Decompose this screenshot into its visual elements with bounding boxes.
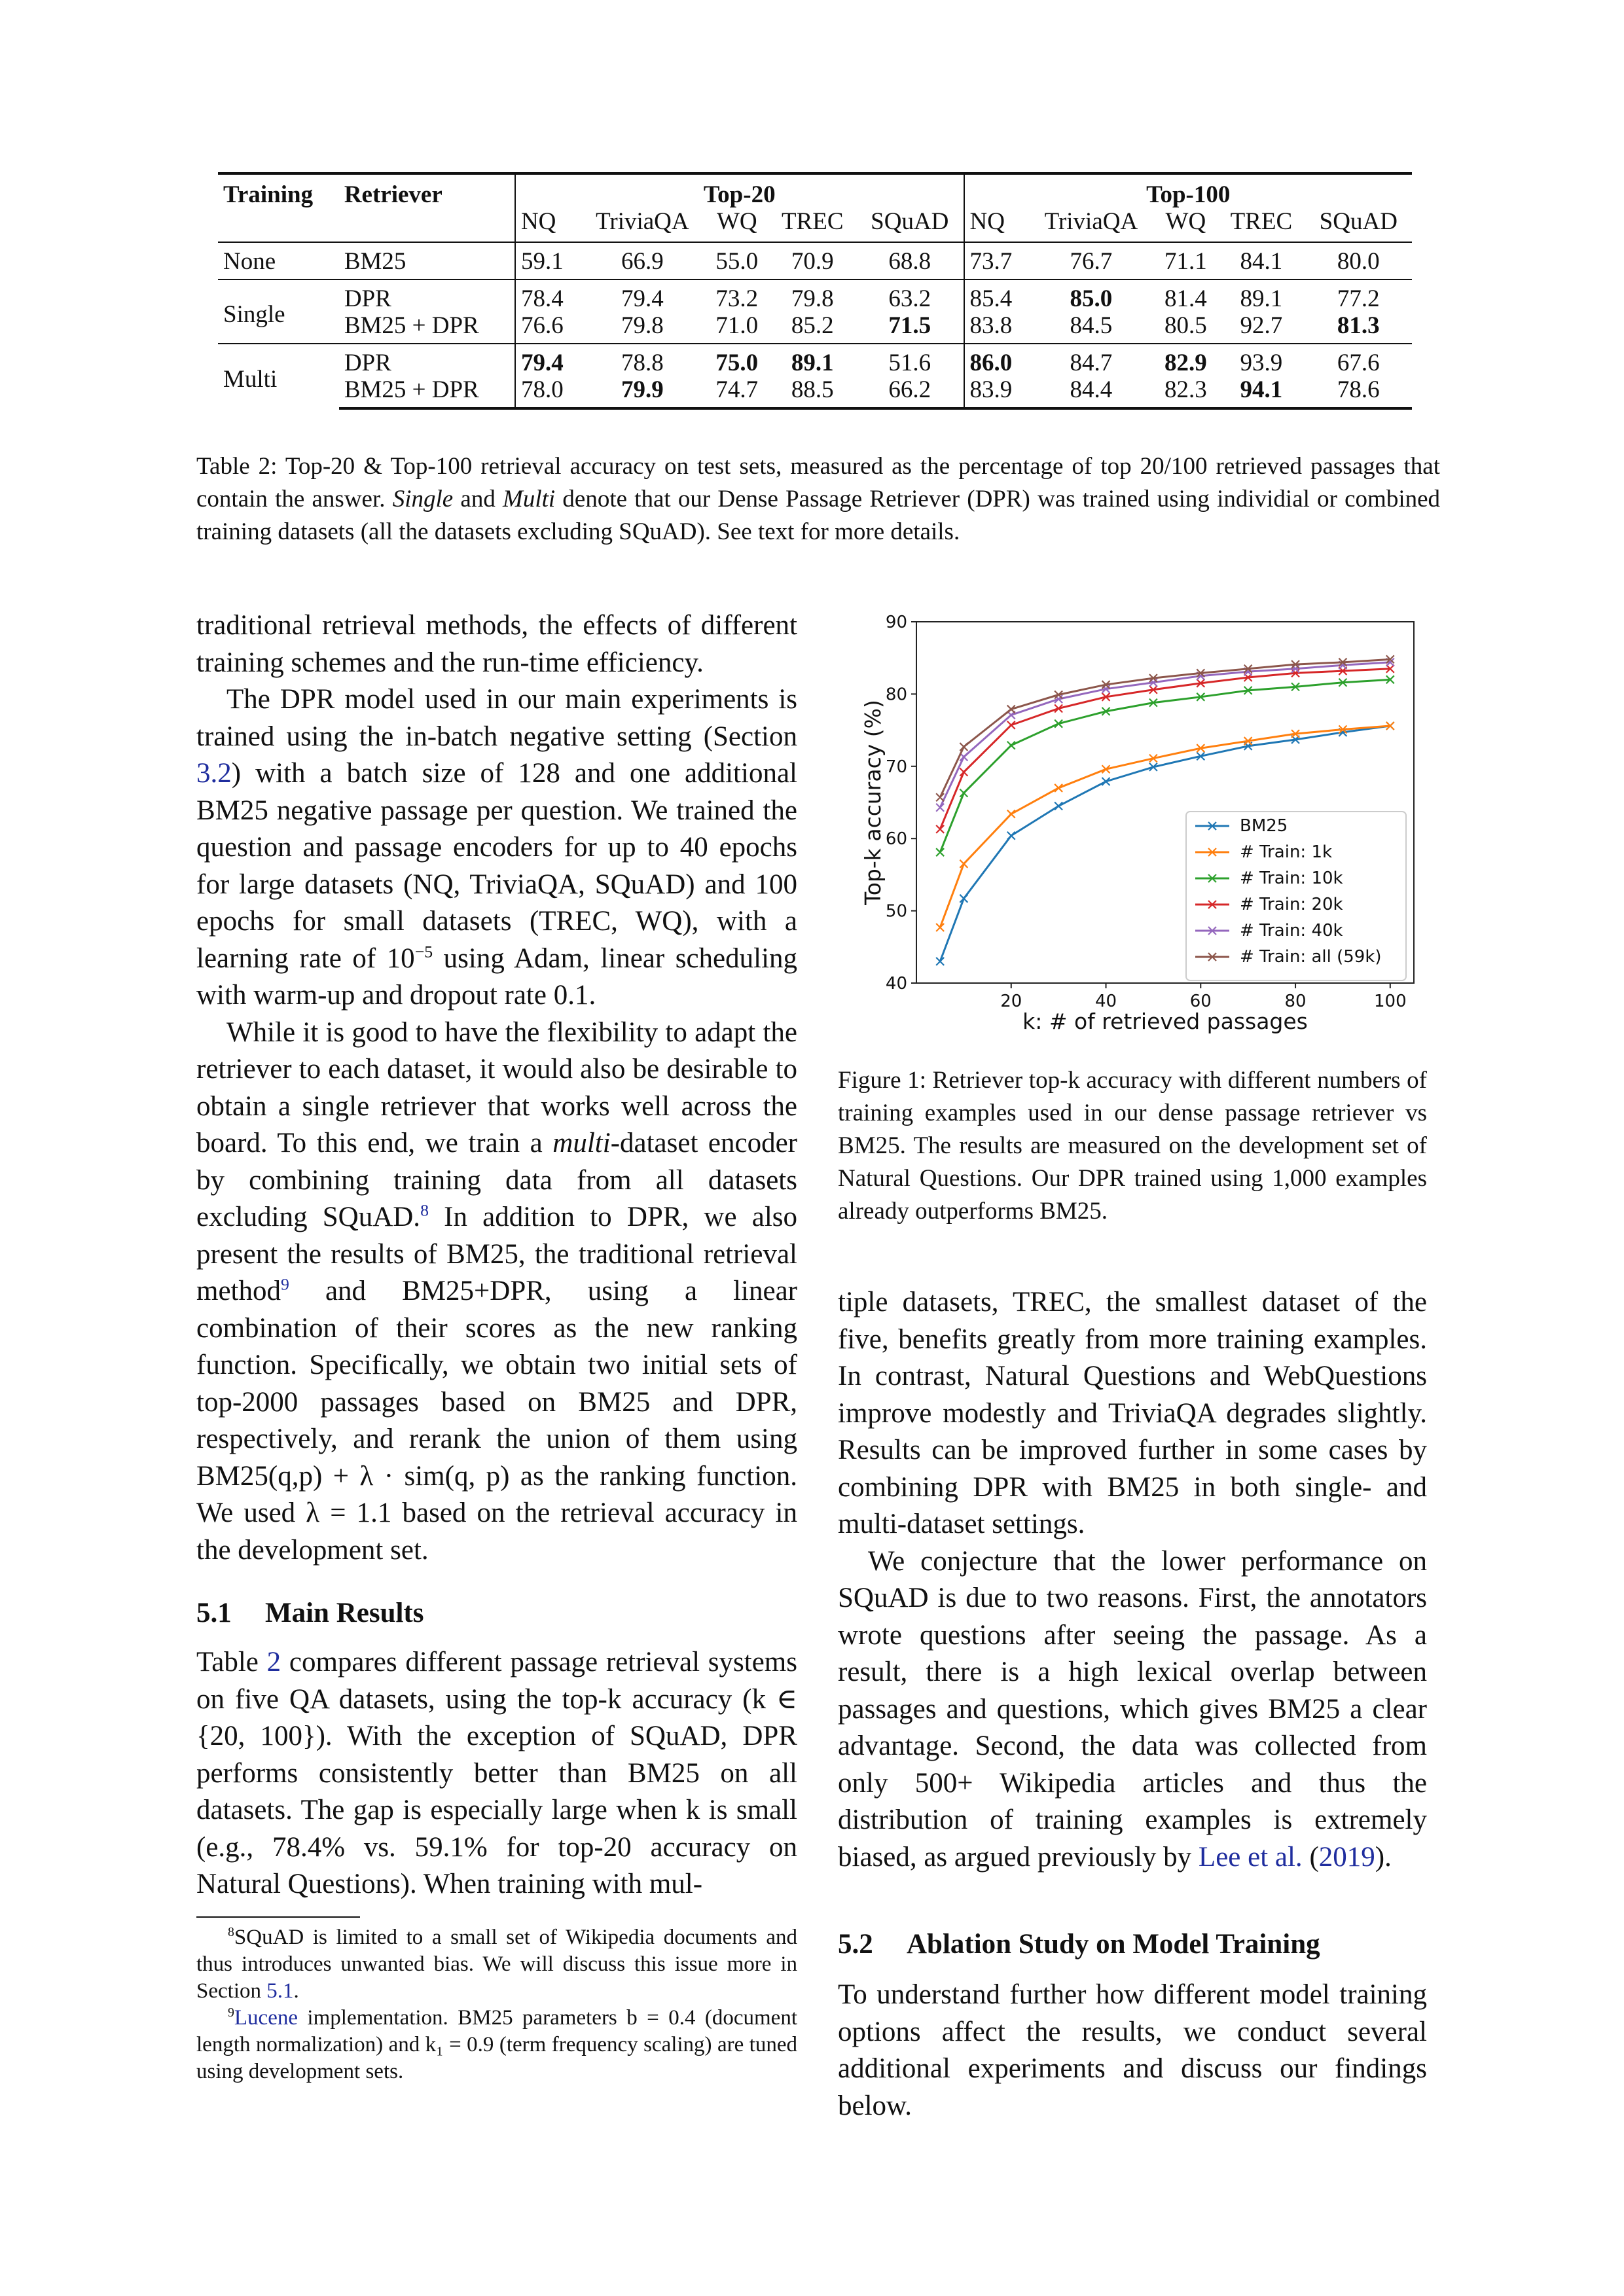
value-cell: 92.7 [1240,312,1283,339]
value-cell: 80.5 [1164,312,1207,339]
value-cell: 73.7 [964,242,1029,279]
table-dataset-row [218,208,1412,242]
paragraph: The DPR model used in our main experiments is trained using the in-batch negative setting (Section 3.2) with a batch size of 128 and one additional BM25 negative passage per question. We trained the question and passage encoders for up to 40 epochs for large datasets (NQ, TriviaQA, SQuAD) and 100 epochs for small datasets (TREC, WQ), with a learning rate of $10^{-5}$ using Adam, linear scheduling with warm-up and dropout rate 0.1. [196,684,798,1011]
value-cell: 89.1 [769,344,856,376]
citation-link[interactable]: Lee et al. [1198,1841,1303,1873]
right-column [838,1284,1427,1876]
dataset-header: TriviaQA [596,208,689,235]
accuracy-chart [851,602,1427,1054]
training-cell: Single [218,279,339,344]
value-cell: 78.8 [580,344,705,376]
table-header-row [218,173,1412,208]
value-cell: 85.0 [1028,279,1153,312]
retriever-cell: BM25 + DPR [344,312,479,339]
dataset-header: WQ [716,208,757,235]
table-row [218,312,1412,344]
results-table [218,172,1412,410]
value-cell: 93.9 [1218,344,1305,376]
footnote-link[interactable]: 8 [420,1200,429,1220]
value-cell: 71.0 [715,312,759,339]
value-cell: 76.7 [1028,242,1153,279]
value-cell: 86.0 [964,344,1029,376]
retriever-cell: BM25 [339,242,515,279]
paragraph: To understand further how different model training options affect the results, we conduct several additional experiments and discuss our findings below. [838,1979,1427,2121]
value-cell: 84.7 [1028,344,1153,376]
x-tick-label: 80 [1284,992,1307,1011]
left-column [196,607,797,1569]
value-cell: 74.7 [705,376,768,408]
value-cell: 88.5 [769,376,856,408]
y-tick-label: 50 [885,901,907,922]
value-cell: 83.8 [964,312,1029,344]
value-cell: 79.9 [580,376,705,408]
value-cell: 78.0 [515,376,580,408]
y-axis-label: Top-k accuracy (%) [860,700,886,905]
chart-legend [1186,812,1406,980]
value-cell: 79.4 [580,279,705,312]
caption-text: denote that our Dense Passage Retriever (DPR) was trained using individial or combined training datasets (all the datasets excluding SQuAD). See text for more details. [196,486,1441,545]
section-link[interactable]: 3.2 [196,758,232,789]
value-cell: 89.1 [1218,279,1305,312]
value-cell: 81.4 [1154,279,1218,312]
value-cell: 84.1 [1218,242,1305,279]
dataset-header: TREC [782,208,844,235]
value-cell: 73.2 [705,279,768,312]
header-training: Training [218,173,339,208]
value-cell: 80.0 [1305,242,1412,279]
value-cell: 83.9 [964,376,1029,408]
section-title: Ablation Study on Model Training [907,1929,1320,1960]
section-number: 5.1 [196,1598,232,1628]
caption-text: Single [392,486,454,512]
dataset-header: SQuAD [871,208,949,235]
x-axis-label: k: # of retrieved passages [1022,1009,1308,1034]
dataset-header: NQ [515,208,580,242]
value-cell: 82.3 [1154,376,1218,408]
value-cell: 84.5 [1070,312,1113,339]
y-tick-label: 70 [885,757,907,777]
value-cell: 59.1 [515,242,580,279]
header-top100: Top-100 [964,173,1412,208]
table-caption [196,450,1440,548]
training-cell: Multi [218,344,339,408]
retriever-cell: BM25 + DPR [339,376,515,408]
dataset-header: TriviaQA [1044,208,1138,235]
legend-label: BM25 [1240,816,1288,836]
citation-year-link[interactable]: 2019 [1318,1841,1375,1873]
legend-label: # Train: 40k [1240,921,1343,941]
value-cell: 71.1 [1154,242,1218,279]
legend-label: # Train: 1k [1240,842,1333,862]
value-cell: 55.0 [705,242,768,279]
retriever-cell: DPR [339,344,515,376]
section-title: Main Results [265,1598,424,1628]
x-tick-label: 20 [1000,992,1022,1011]
table-row [218,242,1412,279]
value-cell: 84.4 [1028,376,1153,408]
table-row [218,344,1412,376]
footnotes [196,1924,797,2085]
legend-label: # Train: all (59k) [1240,947,1382,967]
legend-label: # Train: 20k [1240,895,1343,914]
retriever-cell: DPR [339,279,515,312]
table-row [218,376,1412,408]
value-cell: 75.0 [705,344,768,376]
value-cell: 51.6 [856,344,964,376]
footnote-link[interactable]: 9 [280,1274,289,1294]
value-cell: 78.4 [515,279,580,312]
paragraph: We conjecture that the lower performance on SQuAD is due to two reasons. First, the annotators wrote questions after seeing the passage. As a result, there is a high lexical overlap between passages and questions, which gives BM25 a clear advantage. Second, the data was collected from only 500+ Wikipedia articles and thus the distribution of training examples is extremely biased, as argued previously by Lee et al. (2019). [838,1545,1427,1873]
value-cell: 78.6 [1305,376,1412,408]
value-cell: 67.6 [1305,344,1412,376]
value-cell: 70.9 [769,242,856,279]
x-tick-label: 60 [1189,992,1212,1011]
value-cell: 76.6 [515,312,580,344]
paragraph: While it is good to have the flexibility to adapt the retriever to each dataset, it would also be desirable to obtain a single retriever that works well across the board. To this end, we train a multi-dataset encoder by combining training data from all datasets excluding SQuAD.$^8$ In addition to DPR, we also present the results of BM25, the traditional retrieval method$^9$ and BM25+DPR, using a linear combination of their scores as the new ranking function. Specifically, we obtain two initial sets of top-2000 passages based on BM25 and DPR, respectively, and rerank the union of them using BM25(q,p) + λ · sim(q, p) as the ranking function. We used λ = 1.1 based on the retrieval accuracy in the development set. [196,1016,797,1566]
figure-caption: Figure 1: Retriever top-k accuracy with different numbers of training examples used in our dense passage retriever vs BM25. The results are measured on the development set of Natural Questions. Our DPR trained using 1,000 examples already outperforms BM25. [838,1067,1427,1225]
value-cell: 68.8 [856,242,964,279]
lucene-link[interactable]: Lucene [234,2006,298,2030]
left-column-results [196,1644,797,1903]
caption-text: and [460,486,496,512]
x-tick-label: 40 [1094,992,1117,1011]
footnote-8: $^8$SQuAD is limited to a small set of Wikipedia documents and thus introduces unwanted bias. We will discuss this issue more in Section 5.1. [196,1925,797,2003]
footnote-divider [196,1916,360,1918]
dataset-header: SQuAD [1319,208,1398,235]
y-tick-label: 60 [885,829,907,850]
value-cell: 66.9 [580,242,705,279]
right-column-ablation [838,1977,1427,2125]
paragraph: tiple datasets, TREC, the smallest dataset of the five, benefits greatly from more training examples. In contrast, Natural Questions and WebQuestions improve modestly and TriviaQA degrades slightly. Results can be improved further in some cases by combining DPR with BM25 in both single- and multi-dataset settings. [838,1287,1427,1539]
caption-text: Table 2: Top-20 & Top-100 retrieval accuracy on test sets, measured as the percentage of top 20/100 retrieved passages that contain the answer. [196,453,1440,512]
y-tick-label: 90 [885,613,907,632]
value-cell: 63.2 [856,279,964,312]
header-retriever: Retriever [339,173,515,208]
value-cell: 85.4 [964,279,1029,312]
value-cell: 79.4 [515,344,580,376]
legend-label: # Train: 10k [1240,869,1343,888]
section-number: 5.2 [838,1929,873,1960]
value-cell: 82.9 [1154,344,1218,376]
table-link[interactable]: 2 [266,1647,281,1677]
header-top20: Top-20 [515,173,964,208]
value-cell: 85.2 [791,312,834,339]
dataset-header: TREC [1230,208,1293,235]
value-cell: 79.8 [769,279,856,312]
value-cell: 94.1 [1218,376,1305,408]
table-row [218,279,1412,312]
paragraph: traditional retrieval methods, the effects of different training schemes and the run-time efficiency. [196,610,797,678]
value-cell: 66.2 [856,376,964,408]
footnote-9: $^9$Lucene implementation. BM25 parameters b = 0.4 (document length normalization) and k₁ = 0.9 (term frequency scaling) are tuned using development sets. [196,2005,797,2083]
section-link[interactable]: 5.1 [266,1979,294,2003]
caption-text: Multi [503,486,556,512]
value-cell: 77.2 [1305,279,1412,312]
y-tick-label: 80 [885,685,907,705]
x-tick-label: 100 [1373,992,1407,1011]
training-cell: None [218,242,339,279]
value-cell: 79.8 [621,312,664,339]
value-cell: 71.5 [888,312,931,339]
dataset-header: WQ [1165,208,1206,235]
section-heading-5-2 [838,1928,1320,1960]
dataset-header: NQ [964,208,1029,242]
value-cell: 81.3 [1337,312,1380,339]
paragraph: Table 2 compares different passage retrieval systems on five QA datasets, using the top-k accuracy (k ∈ {20, 100}). With the exception of SQuAD, DPR performs consistently better than BM25 on all datasets. The gap is especially large when k is small (e.g., 78.4% vs. 59.1% for top-20 accuracy on Natural Questions). When training with mul- [196,1647,797,1899]
y-tick-label: 40 [885,974,907,994]
section-heading-5-1 [196,1597,424,1629]
